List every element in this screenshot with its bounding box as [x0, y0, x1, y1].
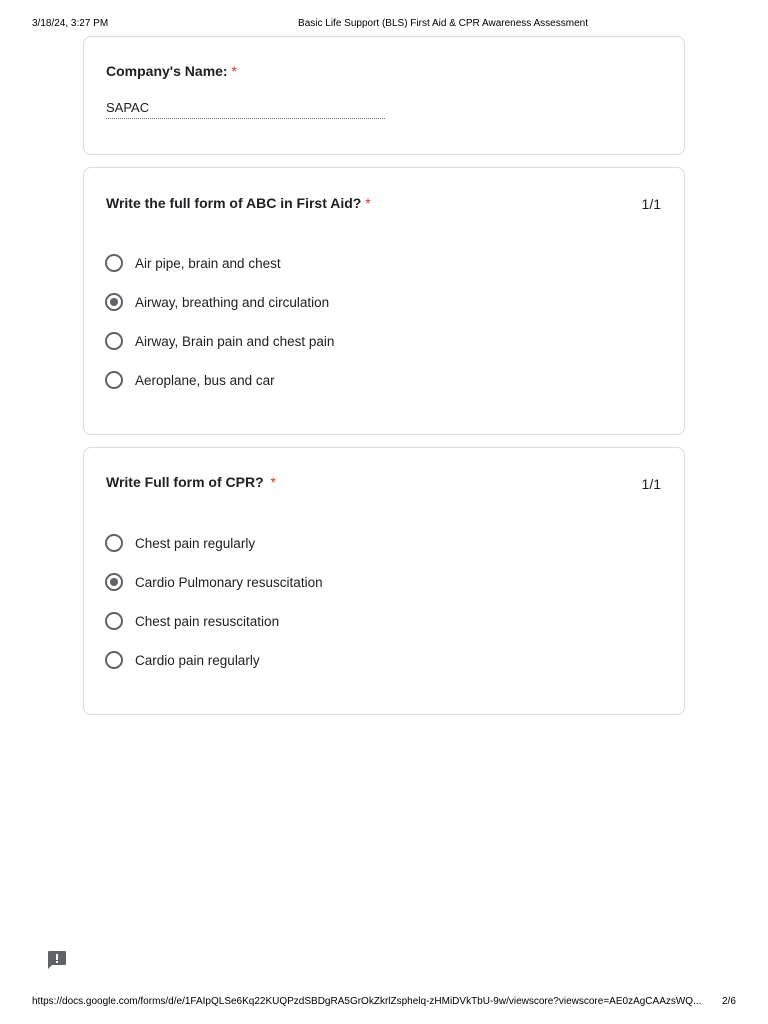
company-name-label: Company's Name:: [106, 63, 228, 79]
radio-option[interactable]: [105, 571, 323, 593]
print-document-title: Basic Life Support (BLS) First Aid & CPR Awareness Assessment: [298, 18, 588, 29]
question-score: 1/1: [641, 476, 661, 492]
option-label: Air pipe, brain and chest: [135, 255, 281, 271]
question-text: Write Full form of CPR?: [106, 474, 264, 490]
radio-unselected-icon[interactable]: [105, 371, 123, 389]
radio-option[interactable]: [105, 291, 329, 313]
radio-unselected-icon[interactable]: [105, 612, 123, 630]
required-asterisk: *: [270, 474, 276, 490]
option-label: Cardio Pulmonary resuscitation: [135, 574, 323, 590]
option-label: Cardio pain regularly: [135, 652, 260, 668]
required-asterisk: *: [231, 63, 237, 79]
radio-option[interactable]: [105, 610, 279, 632]
print-header: [0, 18, 768, 32]
radio-option[interactable]: [105, 369, 275, 391]
company-name-card: [83, 36, 685, 155]
radio-option[interactable]: [105, 330, 334, 352]
question-title: [106, 195, 371, 211]
radio-option[interactable]: [105, 649, 260, 671]
question-score: 1/1: [641, 196, 661, 212]
option-label: Airway, Brain pain and chest pain: [135, 333, 335, 349]
option-label: Chest pain regularly: [135, 535, 256, 551]
report-feedback-icon[interactable]: [47, 950, 67, 968]
print-datetime: 3/18/24, 3:27 PM: [32, 18, 109, 29]
radio-unselected-icon[interactable]: [105, 651, 123, 669]
page-number: 2/6: [722, 996, 736, 1007]
question-text: Write the full form of ABC in First Aid?: [106, 195, 362, 211]
question-title: [106, 474, 276, 490]
radio-option[interactable]: [105, 532, 255, 554]
radio-selected-icon[interactable]: [105, 573, 123, 591]
option-label: Chest pain resuscitation: [135, 613, 280, 629]
option-label: Aeroplane, bus and car: [135, 372, 275, 388]
option-label: Airway, breathing and circulation: [135, 294, 330, 310]
radio-unselected-icon[interactable]: [105, 332, 123, 350]
radio-unselected-icon[interactable]: [105, 254, 123, 272]
radio-unselected-icon[interactable]: [105, 534, 123, 552]
radio-option[interactable]: [105, 252, 281, 274]
company-name-question: [106, 63, 237, 79]
question-card-cpr: [83, 447, 685, 715]
question-card-abc: [83, 167, 685, 435]
radio-selected-icon[interactable]: [105, 293, 123, 311]
company-name-answer: SAPAC: [106, 100, 385, 119]
page-url: https://docs.google.com/forms/d/e/1FAIpQLSe6Kq22KUQPzdSBDgRA5GrOkZkrlZsphelq-zHMiDVkTbU-9w/viewscore?viewscore=AE0zAgCAAzsWQ...: [32, 996, 702, 1007]
print-footer: [0, 996, 768, 1010]
required-asterisk: *: [365, 195, 371, 211]
